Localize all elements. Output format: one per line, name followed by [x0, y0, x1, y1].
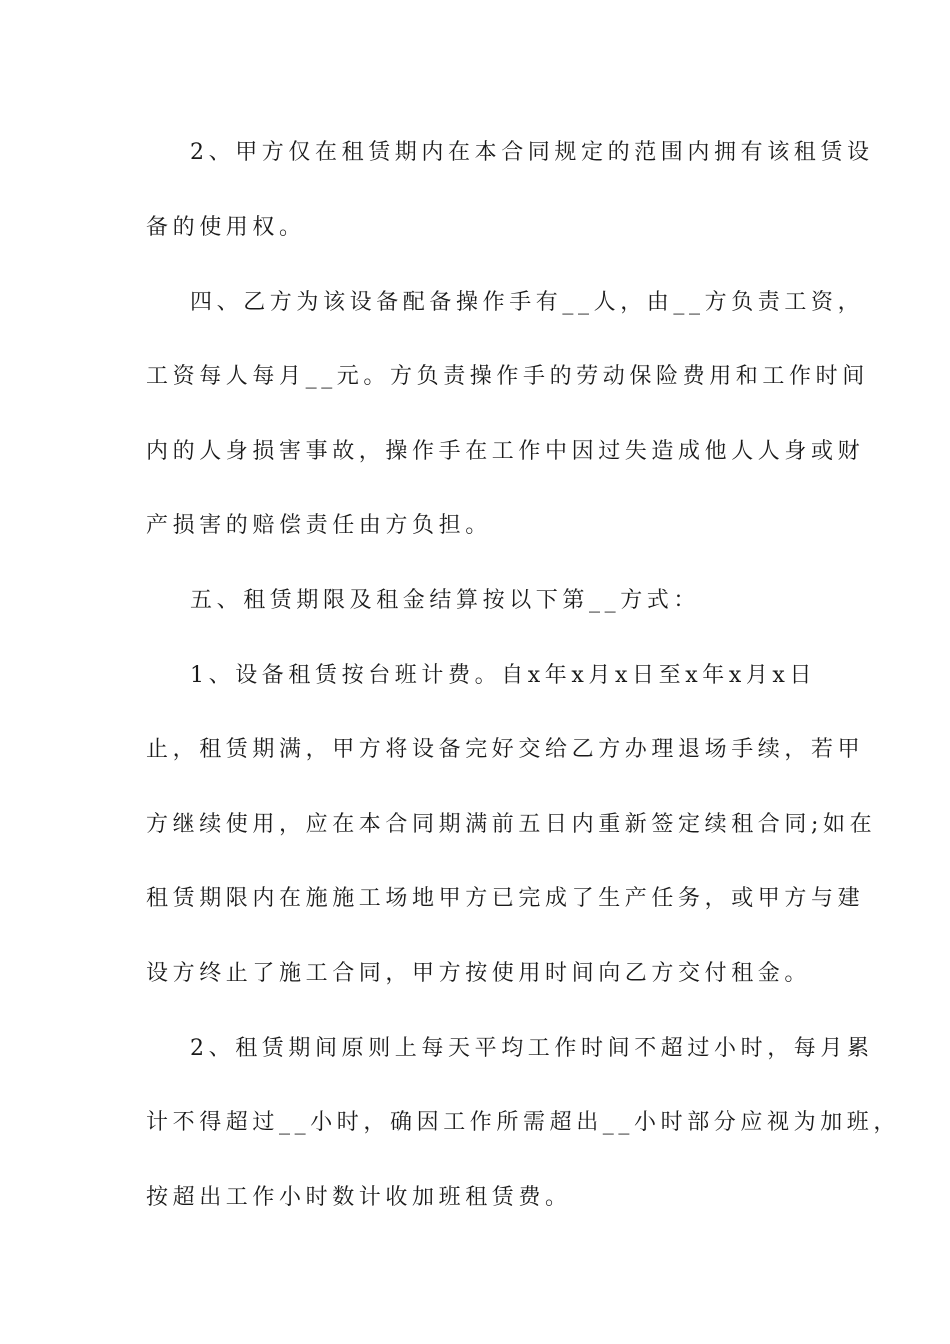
- paragraph-line: 方继续使用，应在本合同期满前五日内重新签定续租合同;如在: [146, 812, 877, 837]
- paragraph-line: 五、租赁期限及租金结算按以下第__方式：: [190, 588, 701, 613]
- paragraph-line: 四、乙方为该设备配备操作手有__人，由__方负责工资，: [190, 290, 865, 315]
- paragraph-line: 租赁期限内在施施工场地甲方已完成了生产任务，或甲方与建: [146, 886, 865, 911]
- paragraph-line: 计不得超过__小时，确因工作所需超出__小时部分应视为加班，: [146, 1110, 901, 1135]
- paragraph-line: 1、设备租赁按台班计费。自x年x月x日至x年x月x日: [190, 663, 817, 688]
- paragraph-line: 止，租赁期满，甲方将设备完好交给乙方办理退场手续，若甲: [146, 737, 865, 762]
- paragraph-line: 备的使用权。: [146, 215, 306, 240]
- paragraph-line: 工资每人每月__元。方负责操作手的劳动保险费用和工作时间: [146, 364, 869, 389]
- paragraph-line: 内的人身损害事故，操作手在工作中因过失造成他人人身或财: [146, 439, 865, 464]
- paragraph-line: 设方终止了施工合同，甲方按使用时间向乙方交付租金。: [146, 961, 812, 986]
- paragraph-line: 按超出工作小时数计收加班租赁费。: [146, 1185, 572, 1210]
- paragraph-line: 2、甲方仅在租赁期内在本合同规定的范围内拥有该租赁设: [190, 140, 874, 165]
- paragraph-line: 2、租赁期间原则上每天平均工作时间不超过小时，每月累: [190, 1036, 874, 1061]
- paragraph-line: 产损害的赔偿责任由方负担。: [146, 513, 492, 538]
